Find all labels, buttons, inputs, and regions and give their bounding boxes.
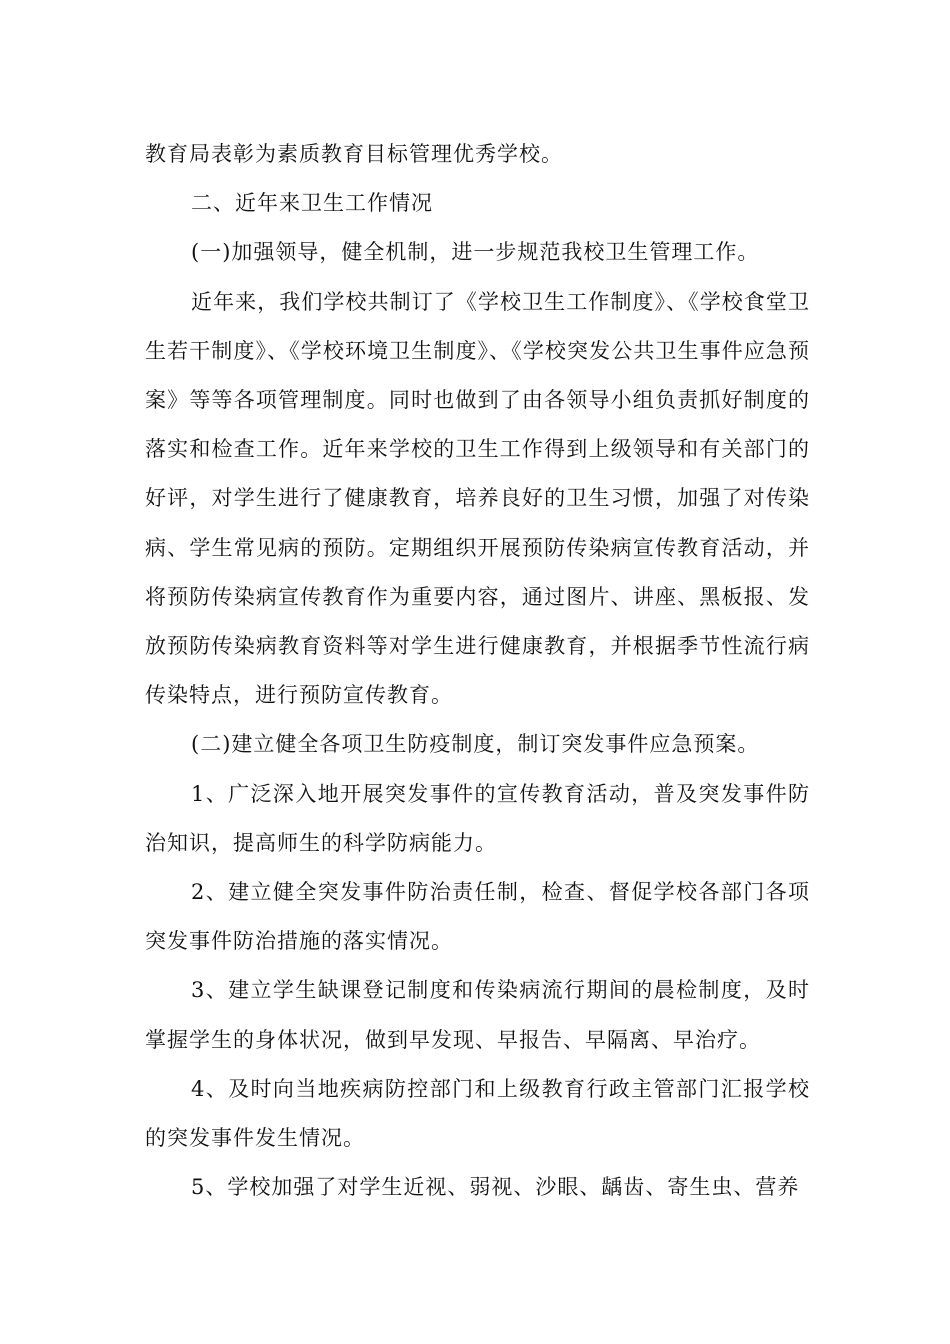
subsection-heading-2: (二)建立健全各项卫生防疫制度，制订突发事件应急预案。 <box>191 732 760 757</box>
paragraph-body-1: 近年来，我们学校共制订了《学校卫生工作制度》、《学校食堂卫生若干制度》、《学校环境卫生制度》、《学校突发公共卫生事件应急预案》等等各项管理制度。同时也做到了由各领导小组负责抓好制度的落实和检查工作。近年来学校的卫生工作得到上级领导和有关部门的好评，对学生进行了健康教育，培养良好的卫生习惯，加强了对传染病、学生常见病的预防。定期组织开展预防传染病宣传教育活动，并将预防传染病宣传教育作为重要内容，通过图片、讲座、黑板报、发放预防传染病教育资料等对学生进行健康教育，并根据季节性流行病传染特点，进行预防宣传教育。 <box>145 289 810 708</box>
paragraph-1: 教育局表彰为素质教育目标管理优秀学校。 <box>145 142 563 166</box>
subsection-heading-1: (一)加强领导，健全机制，进一步规范我校卫生管理工作。 <box>191 240 760 265</box>
document-body <box>145 130 810 1212</box>
list-item-5: 5、学校加强了对学生近视、弱视、沙眼、龋齿、寄生虫、营养 <box>191 1175 800 1200</box>
section-heading-2: 二、近年来卫生工作情况 <box>191 191 433 216</box>
list-item-2: 2、建立健全突发事件防治责任制，检查、督促学校各部门各项突发事件防治措施的落实情况。 <box>145 880 810 954</box>
list-item-4: 4、及时向当地疾病防控部门和上级教育行政主管部门汇报学校的突发事件发生情况。 <box>145 1076 810 1151</box>
list-item-1: 1、广泛深入地开展突发事件的宣传教育活动，普及突发事件防治知识，提高师生的科学防病能力。 <box>145 781 810 855</box>
list-item-3: 3、建立学生缺课登记制度和传染病流行期间的晨检制度，及时掌握学生的身体状况，做到早发现、早报告、早隔离、早治疗。 <box>145 978 810 1052</box>
